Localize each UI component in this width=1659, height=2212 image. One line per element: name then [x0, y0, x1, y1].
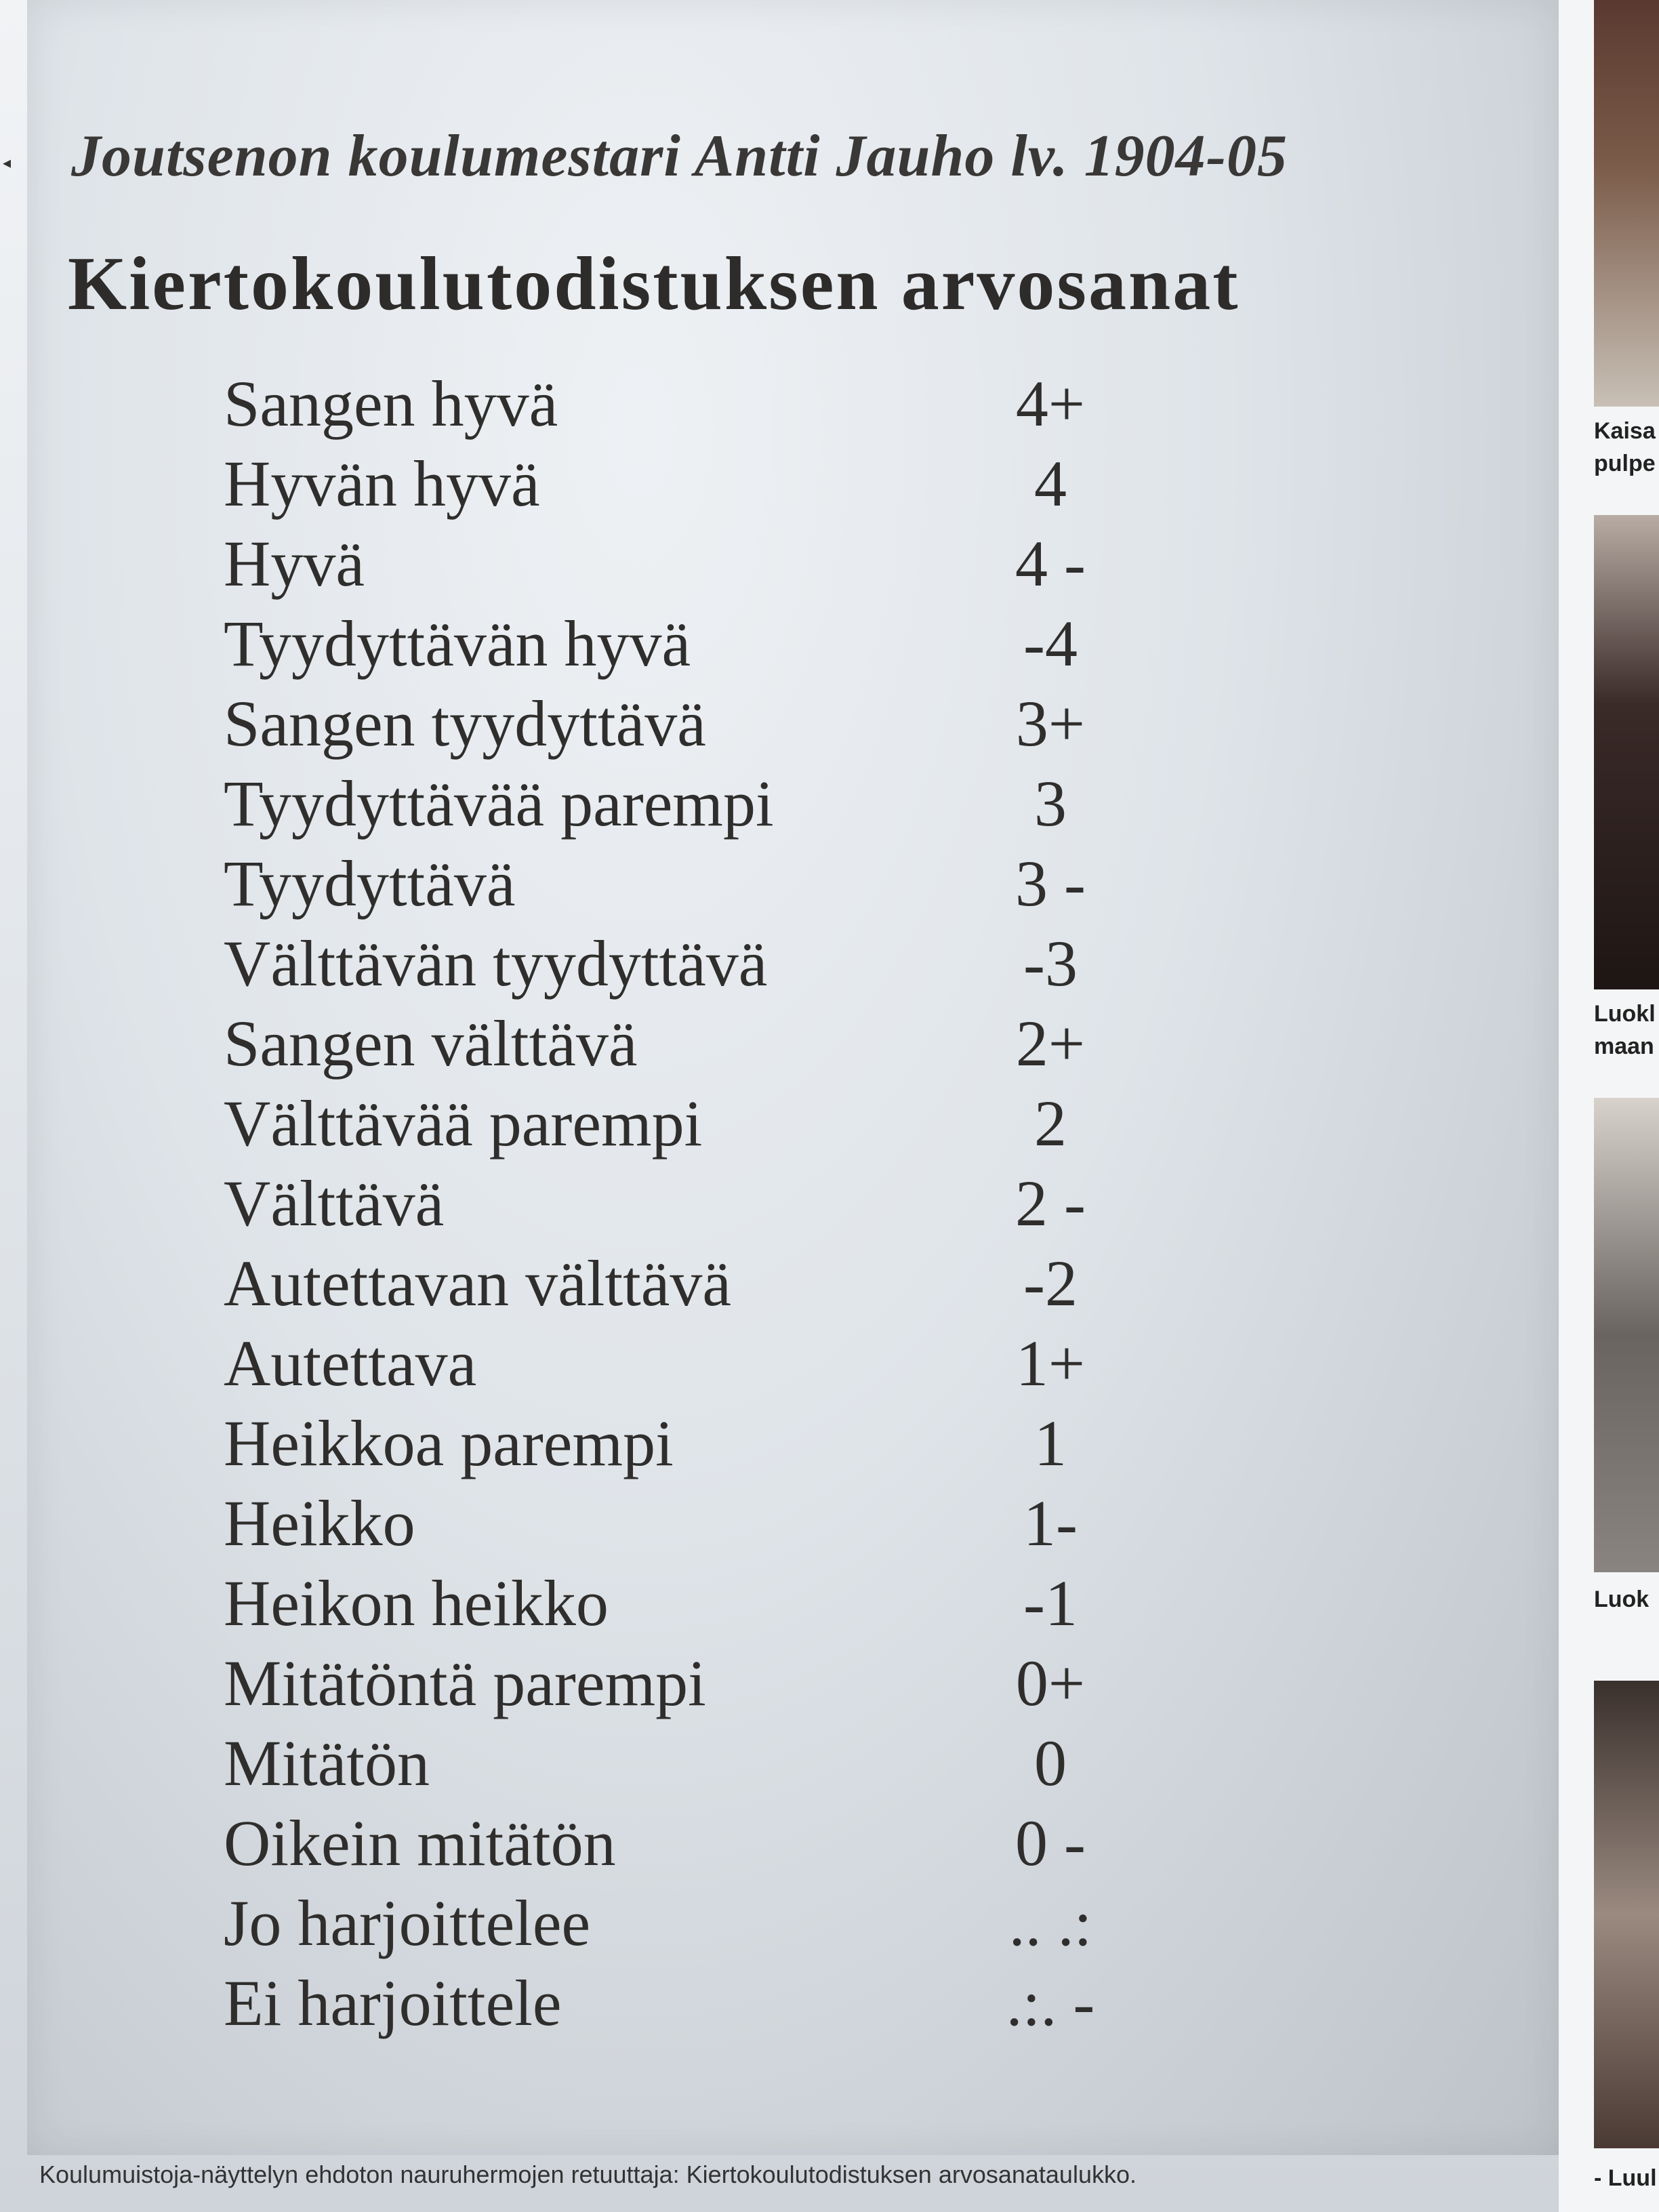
grade-label: Heikkoa parempi [224, 1407, 674, 1479]
adjacent-photo [1594, 1098, 1659, 1572]
grade-row [203, 1406, 1220, 1486]
grade-label: Autettavan välttävä [224, 1247, 732, 1319]
adjacent-caption [1594, 1583, 1659, 1616]
grade-list [203, 366, 1220, 2045]
grade-label: Heikon heikko [224, 1567, 609, 1639]
grade-value: 1 [1034, 1407, 1067, 1479]
grade-row [203, 1565, 1220, 1645]
grade-label: Tyydyttävää parempi [224, 767, 774, 840]
grade-row [203, 686, 1220, 766]
page-edge-mark: ◂ [3, 153, 12, 172]
grade-label: Mitätön [224, 1727, 430, 1799]
grade-label: Heikko [224, 1487, 415, 1559]
grade-value: 4 [1034, 447, 1067, 520]
grade-label: Autettava [224, 1327, 477, 1399]
image-caption: Koulumuistoja-näyttelyn ehdoton nauruhermojen retuuttaja: Kiertokoulutodistuksen arvosanataulukko. [39, 2160, 1136, 2188]
table-subtitle: Joutsenon koulumestari Antti Jauho lv. 1904-05 [71, 123, 1288, 189]
grade-row [203, 1166, 1220, 1246]
grade-value: -2 [1023, 1247, 1078, 1319]
grade-label: Jo harjoittelee [224, 1887, 591, 1959]
grade-row [203, 1645, 1220, 1725]
adjacent-photo [1594, 1681, 1659, 2148]
grade-label: Hyvä [224, 527, 365, 600]
grade-row [203, 1006, 1220, 1086]
grade-label: Oikein mitätön [224, 1807, 616, 1879]
grade-row [203, 1805, 1220, 1885]
grade-value: .:. - [1006, 1967, 1095, 2039]
adjacent-caption-line: Kaisa [1594, 418, 1656, 444]
grade-label: Sangen hyvä [224, 367, 558, 440]
adjacent-caption-line: - Luul [1594, 2165, 1657, 2191]
grade-value: .. .: [1008, 1887, 1092, 1959]
grade-label: Mitätöntä parempi [224, 1647, 706, 1719]
table-title: Kiertokoulutodistuksen arvosanat [68, 242, 1240, 326]
adjacent-caption-line: Luok [1594, 1586, 1650, 1612]
grade-row [203, 1885, 1220, 1965]
grade-value: 0 [1034, 1727, 1067, 1799]
grade-label: Tyydyttävä [224, 847, 516, 920]
grade-value: 2 - [1015, 1167, 1086, 1240]
adjacent-photo [1594, 0, 1659, 407]
grade-label: Hyvän hyvä [224, 447, 540, 520]
grade-row [203, 446, 1220, 526]
grade-value: 1- [1023, 1487, 1078, 1559]
grade-label: Ei harjoittele [224, 1967, 562, 2039]
grade-value: 3 [1034, 767, 1067, 840]
grade-label: Sangen välttävä [224, 1007, 638, 1080]
grade-value: 1+ [1015, 1327, 1086, 1399]
grade-row [203, 926, 1220, 1006]
adjacent-caption [1594, 998, 1659, 1063]
grade-value: -4 [1023, 607, 1078, 680]
grade-value: 4 - [1015, 527, 1086, 600]
grade-row [203, 1965, 1220, 2045]
grade-value: 3 - [1015, 847, 1086, 920]
grade-row [203, 366, 1220, 446]
adjacent-caption [1594, 2162, 1659, 2194]
grade-value: -1 [1023, 1567, 1078, 1639]
grade-label: Sangen tyydyttävä [224, 687, 706, 760]
grade-row [203, 606, 1220, 686]
adjacent-caption-line: maan [1594, 1033, 1654, 1059]
grade-row [203, 1725, 1220, 1805]
grade-value: 0+ [1015, 1647, 1086, 1719]
grade-row [203, 1486, 1220, 1565]
grade-value: -3 [1023, 927, 1078, 1000]
grade-row [203, 766, 1220, 846]
grade-row [203, 1246, 1220, 1326]
grade-value: 4+ [1015, 367, 1086, 440]
grade-row [203, 1086, 1220, 1166]
grade-label: Tyydyttävän hyvä [224, 607, 691, 680]
grade-value: 2+ [1015, 1007, 1086, 1080]
grade-label: Välttävän tyydyttävä [224, 927, 768, 1000]
grade-label: Välttävää parempi [224, 1087, 703, 1160]
grade-value: 2 [1034, 1087, 1067, 1160]
grade-row [203, 1326, 1220, 1406]
grade-value: 3+ [1015, 687, 1086, 760]
adjacent-caption [1594, 415, 1659, 480]
adjacent-caption-line: Luokl [1594, 1001, 1656, 1027]
grade-row [203, 846, 1220, 926]
grade-row [203, 526, 1220, 606]
grade-value: 0 - [1015, 1807, 1086, 1879]
adjacent-caption-line: pulpe [1594, 451, 1656, 476]
grade-label: Välttävä [224, 1167, 445, 1240]
adjacent-photo [1594, 515, 1659, 989]
